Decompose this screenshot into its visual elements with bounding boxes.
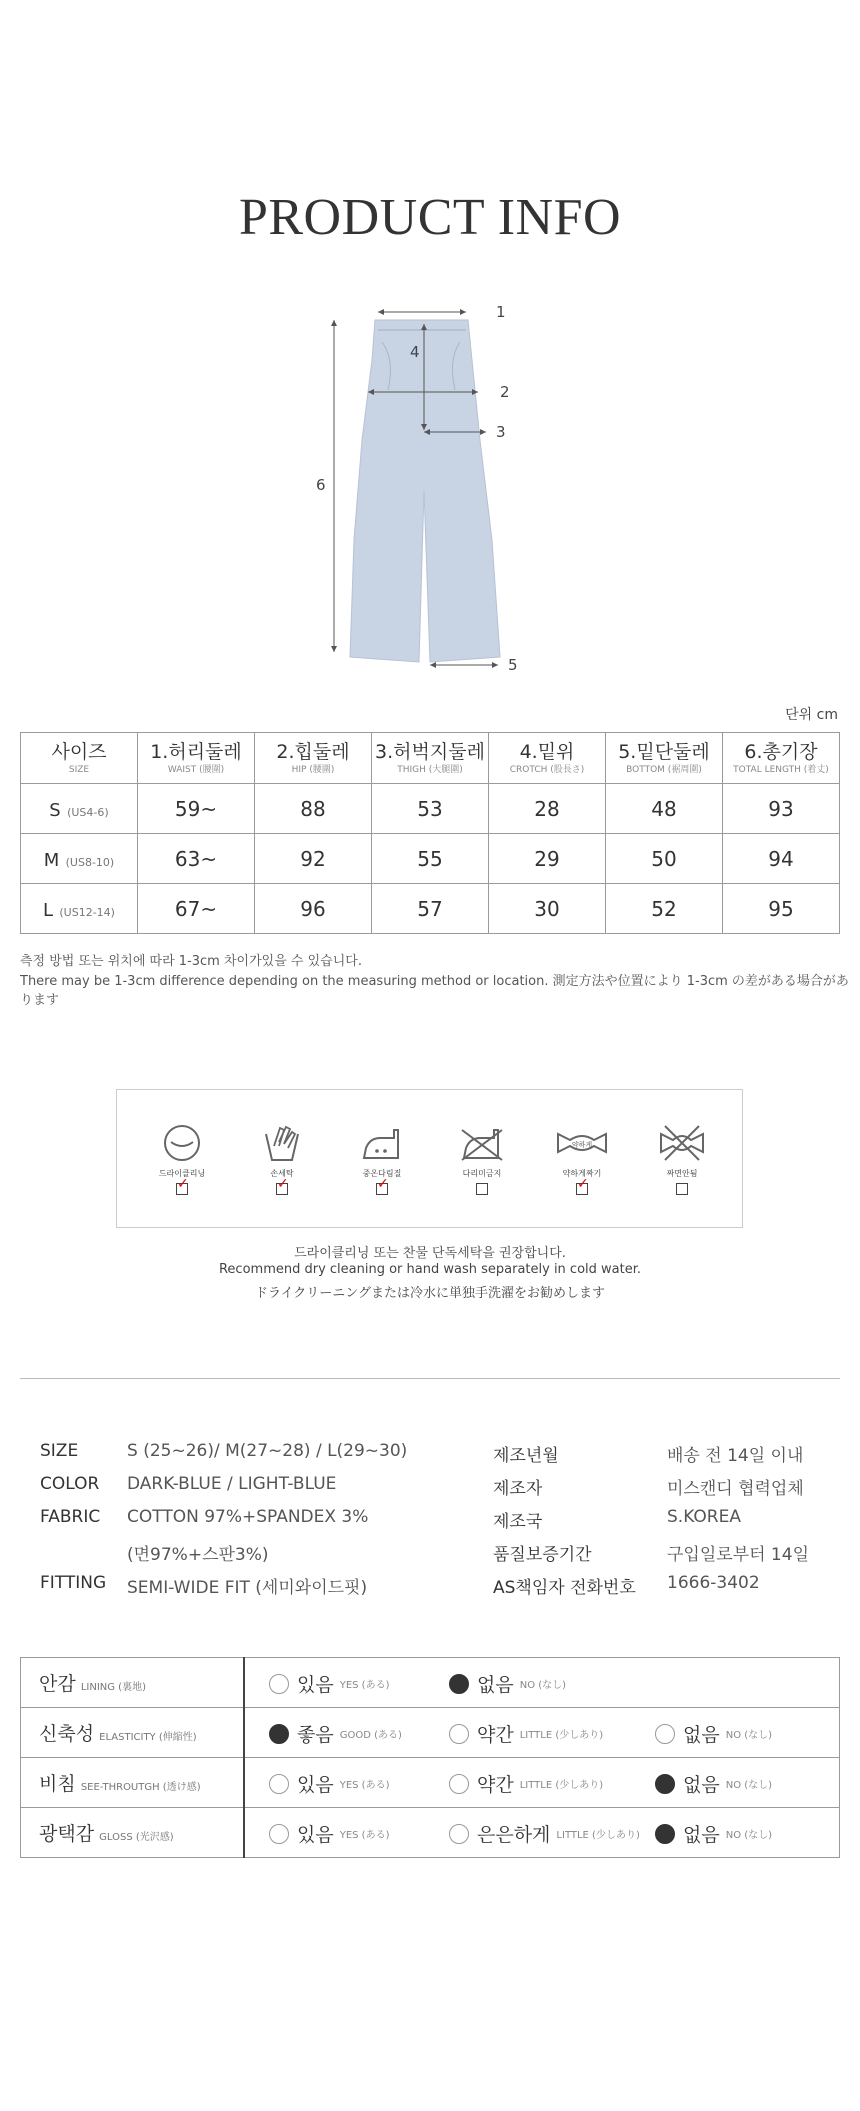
header-thigh: 3.허벅지둘레 THIGH (大腿圍) — [372, 733, 489, 784]
info-value: S.KOREA — [667, 1507, 741, 1527]
care-checkbox-dry-clean[interactable]: ✓ — [176, 1183, 188, 1195]
care-item-gentle-wring: 약하게 약하게짜기 ✓ — [532, 1124, 632, 1199]
table-cell: 50 — [606, 834, 723, 884]
info-value: S (25~26)/ M(27~28) / L(29~30) — [127, 1441, 408, 1461]
header-waist: 1.허리둘레 WAIST (腰圍) — [138, 733, 255, 784]
info-key: FITTING — [40, 1573, 107, 1593]
size-table-header — [21, 733, 840, 784]
measure-note-ko: 측정 방법 또는 위치에 따라 1-3cm 차이가있을 수 있습니다. — [20, 954, 362, 969]
no-iron-icon — [460, 1124, 504, 1162]
radio-on — [269, 1724, 289, 1744]
table-cell: 94 — [723, 834, 840, 884]
option-row-gloss — [21, 1808, 840, 1858]
care-item-no-iron: 다리미금지 — [432, 1124, 532, 1199]
size-table — [20, 732, 840, 934]
table-cell: 29 — [489, 834, 606, 884]
section-divider — [20, 1378, 840, 1379]
care-checkbox-gentle-wring[interactable]: ✓ — [576, 1183, 588, 1195]
header-size: 사이즈 SIZE — [21, 733, 138, 784]
hand-wash-icon — [260, 1124, 304, 1162]
option-row-see-through — [21, 1758, 840, 1808]
table-cell: 28 — [489, 784, 606, 834]
gentle-wring-icon — [552, 1124, 612, 1162]
header-bottom: 5.밑단둘레 BOTTOM (裾周圍) — [606, 733, 723, 784]
option-label: 안감 LINING (裏地) — [21, 1658, 245, 1708]
svg-text:약하게: 약하게 — [571, 1141, 593, 1149]
care-item-iron: 중온다림질 ✓ — [332, 1124, 432, 1199]
radio-off — [449, 1774, 469, 1794]
info-key: 제조자 — [493, 1479, 543, 1499]
option-no[interactable]: 없음 NO (なし) — [449, 1670, 566, 1697]
radio-on — [655, 1774, 675, 1794]
info-value: 미스캔디 협력업체 — [667, 1479, 804, 1499]
table-cell: 67~ — [138, 884, 255, 934]
measure-label-1: 1 — [496, 303, 506, 321]
radio-off — [449, 1824, 469, 1844]
option-label: 신축성 ELASTICITY (伸縮性) — [21, 1708, 245, 1758]
radio-off — [269, 1674, 289, 1694]
care-panel — [116, 1089, 743, 1228]
table-row — [21, 884, 840, 934]
care-item-dry-clean: 드라이클리닝 ✓ — [132, 1124, 232, 1199]
measure-label-5: 5 — [508, 656, 518, 674]
info-value: (면97%+스판3%) — [127, 1545, 269, 1565]
option-little[interactable]: 약간 LITTLE (少しあり) — [449, 1720, 603, 1747]
info-value: 배송 전 14일 이내 — [667, 1446, 804, 1466]
info-key: COLOR — [40, 1474, 100, 1494]
table-cell: 59~ — [138, 784, 255, 834]
table-cell: 63~ — [138, 834, 255, 884]
option-yes[interactable]: 있음 YES (ある) — [269, 1820, 389, 1847]
info-key: 품질보증기간 — [493, 1545, 592, 1565]
table-cell: 52 — [606, 884, 723, 934]
table-cell: 30 — [489, 884, 606, 934]
option-no[interactable]: 없음 NO (なし) — [655, 1720, 772, 1747]
care-checkbox-no-iron[interactable] — [476, 1183, 488, 1195]
info-value: 1666-3402 — [667, 1573, 760, 1593]
info-key: FABRIC — [40, 1507, 101, 1527]
iron-icon — [360, 1124, 404, 1162]
care-checkbox-no-wring[interactable] — [676, 1183, 688, 1195]
option-label: 비침 SEE-THROUTGH (透け感) — [21, 1758, 245, 1808]
size-cell: M (US8-10) — [21, 834, 138, 884]
info-value: COTTON 97%+SPANDEX 3% — [127, 1507, 369, 1527]
care-item-no-wring: 짜면안됨 — [632, 1124, 732, 1199]
option-good[interactable]: 좋음 GOOD (ある) — [269, 1720, 402, 1747]
option-yes[interactable]: 있음 YES (ある) — [269, 1670, 389, 1697]
info-value: 구입일로부터 14일 — [667, 1545, 809, 1565]
radio-off — [269, 1824, 289, 1844]
measure-label-6: 6 — [316, 476, 326, 494]
info-value: SEMI-WIDE FIT (세미와이드핏) — [127, 1578, 368, 1598]
table-cell: 48 — [606, 784, 723, 834]
radio-on — [655, 1824, 675, 1844]
measure-label-3: 3 — [496, 423, 506, 441]
option-row-elasticity — [21, 1708, 840, 1758]
header-crotch: 4.밑위 CROTCH (股長さ) — [489, 733, 606, 784]
table-cell: 88 — [255, 784, 372, 834]
table-row — [21, 834, 840, 884]
table-cell: 96 — [255, 884, 372, 934]
pants-measurement-diagram — [300, 290, 560, 690]
care-message-ja: ドライクリーニングまたは冷水に単独手洗濯をお勧めします — [254, 1286, 606, 1301]
care-checkbox-iron[interactable]: ✓ — [376, 1183, 388, 1195]
option-little[interactable]: 은은하게 LITTLE (少しあり) — [449, 1820, 640, 1847]
info-key: SIZE — [40, 1441, 79, 1461]
fabric-options-table — [20, 1657, 840, 1858]
table-cell: 57 — [372, 884, 489, 934]
care-message-en: Recommend dry cleaning or hand wash separately in cold water. — [218, 1262, 641, 1277]
info-value: DARK-BLUE / LIGHT-BLUE — [127, 1474, 337, 1494]
table-row — [21, 784, 840, 834]
table-cell: 55 — [372, 834, 489, 884]
info-key: AS책임자 전화번호 — [493, 1578, 636, 1598]
care-message-ko: 드라이클리닝 또는 찬물 단독세탁을 권장합니다. — [294, 1246, 566, 1261]
measure-note-en: There may be 1-3cm difference depending on the measuring method or location. 測定方法や位置により 1-3cm の差がある場合があります — [20, 974, 849, 1008]
care-item-hand-wash: 손세탁 ✓ — [232, 1124, 332, 1199]
radio-off — [655, 1724, 675, 1744]
option-no[interactable]: 없음 NO (なし) — [655, 1770, 772, 1797]
no-wring-icon — [657, 1124, 707, 1162]
radio-off — [269, 1774, 289, 1794]
pants-illustration — [350, 320, 500, 662]
info-key: 제조국 — [493, 1512, 543, 1532]
option-row-lining — [21, 1658, 840, 1708]
info-key: 제조년월 — [493, 1446, 559, 1466]
header-hip: 2.힙둘레 HIP (腰圍) — [255, 733, 372, 784]
size-cell: S (US4-6) — [21, 784, 138, 834]
option-no[interactable]: 없음 NO (なし) — [655, 1820, 772, 1847]
table-cell: 93 — [723, 784, 840, 834]
unit-label: 단위 cm — [785, 707, 838, 723]
table-cell: 95 — [723, 884, 840, 934]
care-checkbox-hand-wash[interactable]: ✓ — [276, 1183, 288, 1195]
measure-label-2: 2 — [500, 383, 510, 401]
size-cell: L (US12-14) — [21, 884, 138, 934]
header-length: 6.총기장 TOTAL LENGTH (着丈) — [723, 733, 840, 784]
option-label: 광택감 GLOSS (光沢感) — [21, 1808, 245, 1858]
option-little[interactable]: 약간 LITTLE (少しあり) — [449, 1770, 603, 1797]
radio-off — [449, 1724, 469, 1744]
radio-on — [449, 1674, 469, 1694]
dry-clean-icon — [160, 1124, 204, 1162]
measure-label-4: 4 — [410, 343, 420, 361]
page-title: PRODUCT INFO — [238, 189, 622, 246]
table-cell: 53 — [372, 784, 489, 834]
table-cell: 92 — [255, 834, 372, 884]
option-yes[interactable]: 있음 YES (ある) — [269, 1770, 389, 1797]
